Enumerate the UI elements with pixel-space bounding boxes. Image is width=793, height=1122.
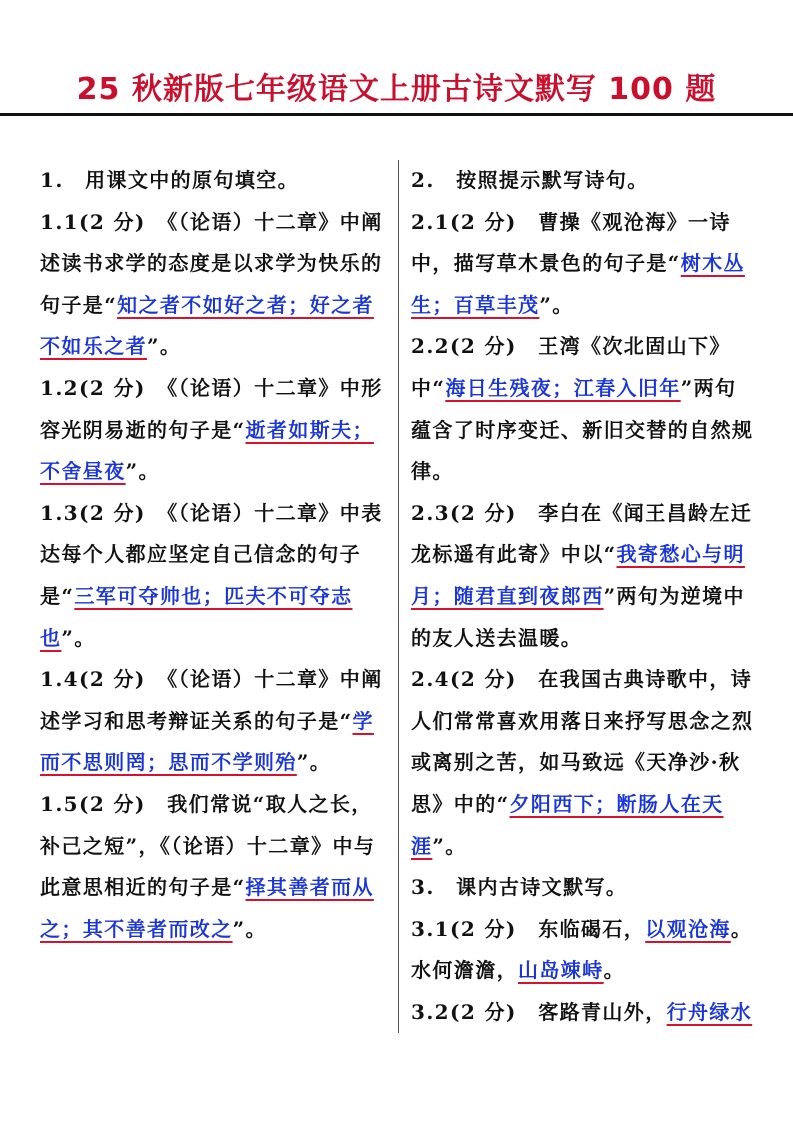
question-text: 1.3(2 分) 《（论语）十二章》中表达每个人都应坚定自己信念的句子是“ — [40, 500, 383, 608]
answer: 山岛竦峙 — [518, 958, 604, 983]
answer: 行舟绿水 — [666, 999, 753, 1024]
question-text: 1.5(2 分) 我们常说“取人之长，补己之短”，《（论语）十二章》中与此意思相近的句子是“ — [40, 791, 376, 900]
question-text: 1.1(2 分) 《（论语）十二章》中阐述读书求学的态度是以求学为快乐的句子是“ — [40, 209, 383, 317]
question-2-3 — [411, 493, 756, 659]
question-text-end: ”。 — [539, 292, 574, 317]
question-text: 2.2(2 分) 王湾《次北固山下》中“ — [411, 334, 731, 400]
question-text: 3.1(2 分) 东临碣石， — [411, 916, 646, 941]
question-text-end: ”。 — [61, 625, 96, 650]
question-text-end: 。 — [603, 958, 626, 983]
question-text-middle: 。水何澹澹， — [411, 916, 753, 983]
answer: 海日生残夜；江春入旧年 — [445, 375, 681, 400]
question-text: 2.3(2 分) 李白在《闻王昌龄左迁龙标遥有此寄》中以“ — [411, 500, 753, 567]
question-text-end: ”。 — [296, 750, 332, 775]
question-text-end: ”。 — [432, 833, 467, 858]
question-text: 3.2(2 分) 客路青山外， — [411, 999, 667, 1024]
answer: 我寄愁心与明月；随君直到夜郎西 — [411, 542, 745, 608]
section-2-heading: 2. 按照提示默写诗句。 — [411, 168, 649, 192]
left-column — [40, 160, 385, 950]
answer: 学而不思则罔；思而不学则殆 — [40, 708, 374, 775]
section-3-heading: 3. 课内古诗文默写。 — [411, 875, 628, 900]
question-1-4 — [40, 659, 385, 784]
title-rule — [0, 113, 793, 116]
question-1-2 — [40, 368, 385, 493]
question-2-1 — [411, 202, 756, 327]
document-title: 25 秋新版七年级语文上册古诗文默写 100 题 — [76, 72, 717, 107]
column-divider — [398, 160, 399, 1033]
question-text: 1.4(2 分) 《（论语）十二章》中阐述学习和思考辩证关系的句子是“ — [40, 667, 383, 733]
answer: 知之者不如好之者；好之者不如乐之者 — [40, 292, 374, 359]
question-1-5 — [40, 784, 385, 950]
answer: 夕阳西下；断肠人在天涯 — [411, 791, 724, 858]
answer: 逝者如斯夫；不舍昼夜 — [40, 417, 374, 484]
question-3-1 — [411, 909, 756, 992]
answer: 树木丛生；百草丰茂 — [411, 251, 745, 317]
question-1-1 — [40, 202, 385, 368]
answer: 三军可夺帅也；匹夫不可夺志也 — [40, 583, 353, 650]
question-text: 2.4(2 分) 在我国古典诗歌中，诗人们常常喜欢用落日来抒写思念之烈或离别之苦，如马致远《天净沙·秋思》中的“ — [411, 667, 754, 816]
right-column — [411, 160, 756, 1033]
question-text: 1.2(2 分) 《（论语）十二章》中形容光阴易逝的句子是“ — [40, 375, 383, 442]
question-1-3 — [40, 493, 385, 659]
question-text-end: ”。 — [125, 459, 160, 484]
question-text-end: ”。 — [147, 334, 182, 359]
question-2-4 — [411, 659, 756, 867]
question-text: 2.1(2 分) 曹操《观沧海》一诗中，描写草木景色的句子是“ — [411, 209, 731, 276]
question-text-end: ”两句为逆境中的友人送去温暖。 — [411, 583, 745, 650]
section-1-heading: 1. 用课文中的原句填空。 — [40, 168, 300, 192]
answer: 择其善者而从之；其不善者而改之 — [40, 875, 374, 941]
question-3-2 — [411, 992, 756, 1034]
question-2-2 — [411, 326, 756, 492]
question-text-end: ”两句蕴含了时序变迁、新旧交替的自然规律。 — [411, 375, 754, 484]
answer: 以观沧海 — [645, 916, 731, 941]
question-text-end: ”。 — [232, 916, 267, 941]
